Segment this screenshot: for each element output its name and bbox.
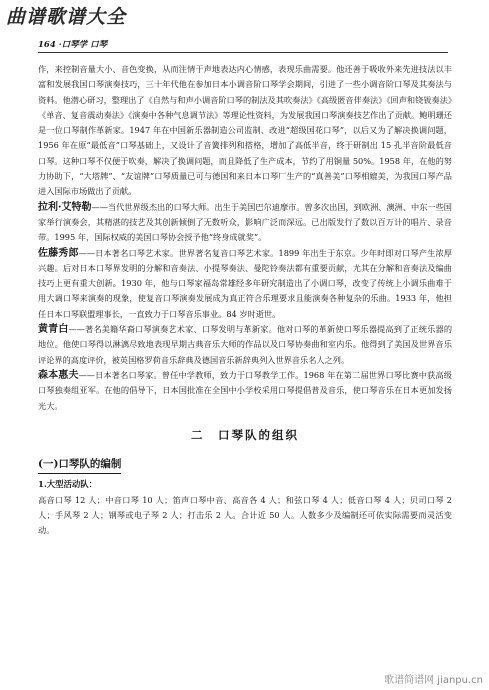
entry-sato-hideo [38, 246, 452, 322]
entry-name: 黄青白 [38, 324, 69, 336]
paragraph-bao-mingshan: 作，来控制音量大小、音色变换，从而注情于声地表达内心情感，表现乐曲需要。他还善于吸收外来先进技法以丰富和发展我国口琴演奏技巧，三十年代他在参加日本小调音阶口琴学会期间，引进了一些小调音阶口琴及其奏法与资料。他潜心研习，整理出了《自然与和声小调音阶口琴的制法及其吹奏法》《高级匿音伴奏法》《回声和铙钹奏法》《单音、复音震动奏法》《演奏中各种气息调节法》等理论性资料，为发展我国口琴演奏技艺作出了贡献。鲍明珊还是一位口琴制作革新家。1947 年在中国新乐器制造公司监制、改进“超级国花口琴”，以后又为了解决换调问题，1956 年在原“最低音”口琴基础上，又设计了音簧排列和搭格，增加了高低半音，终于研制出 15 孔半音阶最低音口琴。这种口琴不仅便于吹奏，解决了换调问题，而且降低了生产成本，节约了用铜量 50%。1958 年，在他的努力协助下，“大塔牌”、“友谊牌”口琴质量已可与德国和来日本口琴厂生产的“真善美”口琴相媲美，为我国口琴产品进入国际市场做出了贡献。 [38, 64, 452, 197]
entry-name: 佐藤秀郎 [38, 247, 79, 259]
entry-text: ——日本著名口琴家。曾任中学教师，致力于口琴教学工作。1968 年在第二届世界口琴比赛中获高级口琴独奏组亚军。在他的倡导下，日本国批准在全国中小学校采用口琴提倡普及音乐，使口琴音乐在日本更加发扬光大。 [38, 369, 452, 411]
item-text: 高音口琴 12 人；中音口琴 10 人；笛声口琴中音、高音各 4 人；和弦口琴 4 人；低音口琴 4 人；贝司口琴 2 人；手风琴 2 人；钢琴或电子琴 2 人；打击乐 2 人。合计近 50 人。人数多少及编制还可依实际需要而灵活变动。 [38, 494, 452, 536]
entry-huang-qingbai [38, 322, 452, 368]
watermark: 歌谱简谱网 jianpu.cn [384, 675, 483, 686]
entry-text: ——当代世界级杰出的口琴大师。出生于美国巴尔迪摩市。曾多次出国，到欧洲、澳洲、中东一些国家举行演奏会，其精湛的技艺及其创新倾倒了无数听众，影响广泛而深远。已出版发行了数以百万计的唱片、录音带。1995 年，国际权威的美国口琴协会授予他“终身成就奖”。 [38, 201, 452, 243]
page-body [38, 62, 452, 539]
site-logo: 曲谱歌谱大全 [6, 6, 127, 28]
entry-text: ——著名美籍华裔口琴演奏艺术家、口琴发明与革新家。他对口琴的革新使口琴乐器提高到了正统乐器的地位。他使口琴得以淋漓尽致地表现早期古典音乐大师的作品以及口琴协奏曲和室内乐。他得到了美国及世界音乐评论界的高度评价，被英国格罗荷音乐辞典及德国音乐新辞典列入世界音乐名人之列。 [38, 324, 453, 365]
subsection-title: (一)口琴队的编制 [38, 457, 121, 474]
running-head: 164 ·口琴学 口琴 [38, 38, 448, 53]
item-title: 1.大型活动队： [38, 479, 97, 490]
entry-name: 森本惠夫 [38, 369, 79, 381]
section-title: 二 口琴队的组织 [191, 427, 299, 442]
entry-text: ——日本著名口琴艺术家。世界著名复音口琴艺术家。1899 年出生于东京。少年时即对口琴产生浓厚兴趣。后对日本口琴界发明的分解和音奏法、小提琴奏法、曼陀铃奏法都有重要贡献，尤其在分解和音奏法及编曲技巧上更有重大创新。1930 年，他与口琴家福岛常雄经多年研究制造出了小调口琴，改变了传统上小调乐曲难于用大调口琴来演奏的现象，使复音口琴演奏发展成为真正符合乐理要求且能演奏各种复杂的乐曲。1933 年，他担任日本口琴联盟理事长，一直致力于口琴音乐事业。84 岁时逝世。 [38, 247, 452, 319]
entry-larry-adler [38, 200, 452, 246]
entry-morimoto-keio [38, 368, 452, 414]
entry-name: 拉利·艾特勒 [38, 201, 92, 213]
